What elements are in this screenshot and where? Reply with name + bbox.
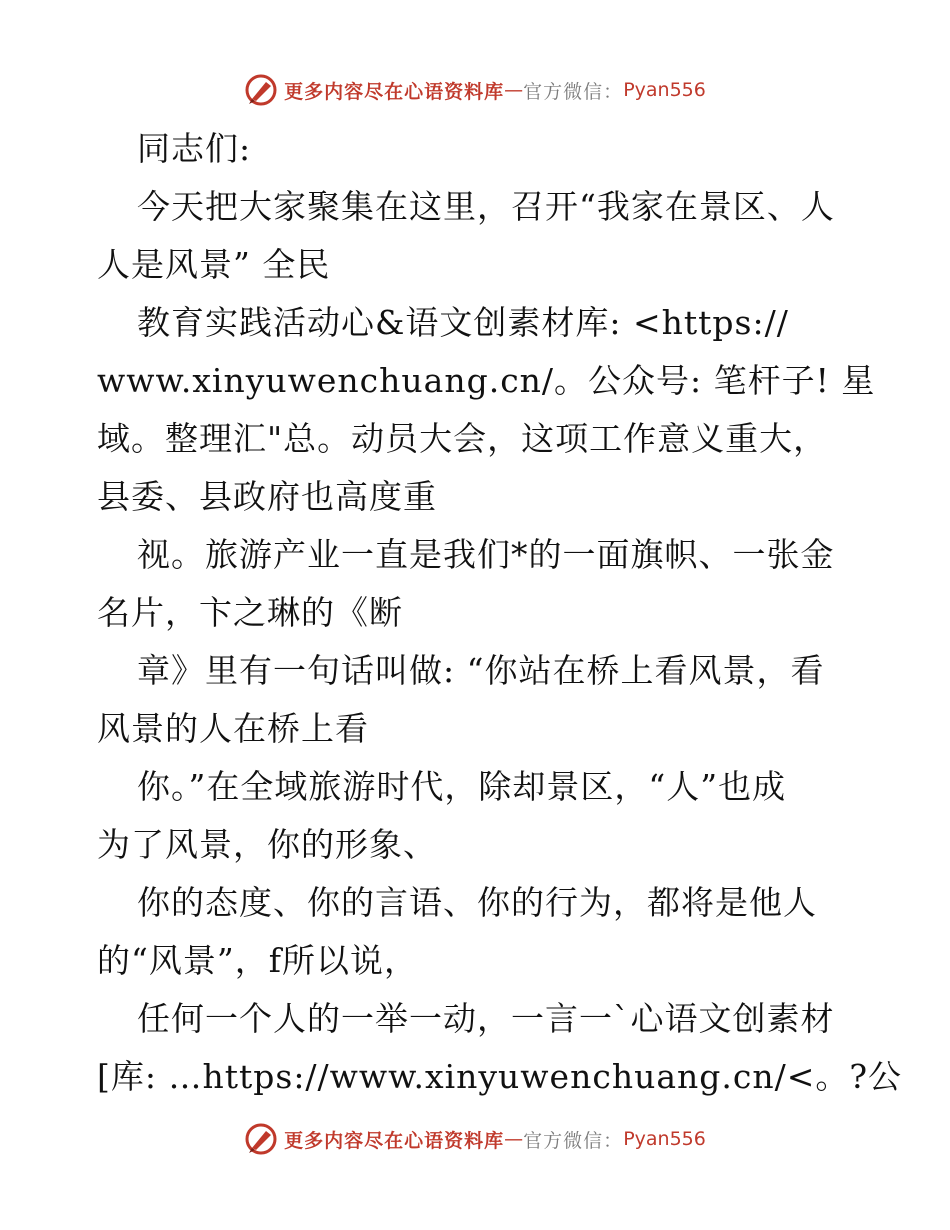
body-line: 教育实践活动心&语文创素材库: <https://: [137, 303, 789, 342]
body-line: [库: …https://www.xinyuwenchuang.cn/<。?公: [97, 1057, 903, 1096]
banner-main-text: 更多内容尽在心语资料库: [284, 80, 505, 103]
body-line: 视。旅游产业一直是我们*的一面旗帜、一张金: [137, 535, 835, 574]
body-line: 风景的人在桥上看: [97, 709, 369, 748]
document-body: [97, 120, 903, 1106]
body-line: 人是风景” 全民: [97, 245, 331, 284]
body-line: 你。”在全域旅游时代，除却景区，“人”也成: [137, 767, 787, 806]
footer-watermark-banner: [0, 1119, 950, 1159]
header-watermark-banner: [0, 70, 950, 110]
body-line: 域。整理汇"总。动员大会，这项工作意义重大，: [97, 419, 828, 458]
pen-nib-logo-icon: [244, 1122, 278, 1156]
banner-label: 官方微信：: [523, 80, 624, 103]
banner-separator: —: [504, 1128, 524, 1150]
body-line: www.xinyuwenchuang.cn/。公众号: 笔杆子! 星: [97, 361, 876, 400]
banner-wechat-id: Pyan556: [623, 1128, 706, 1150]
body-line: 的“风景”，f所以说，: [97, 941, 418, 980]
body-line: 任何一个人的一举一动，一言一`心语文创素材: [137, 999, 835, 1038]
body-line: 县委、县政府也高度重: [97, 477, 437, 516]
banner-label: 官方微信：: [523, 1129, 624, 1152]
banner-separator: —: [504, 79, 524, 101]
body-line: 名片，卞之琳的《断: [97, 593, 403, 632]
body-line: 为了风景，你的形象、: [97, 825, 437, 864]
body-line: 同志们:: [137, 129, 252, 168]
body-line: 你的态度、你的言语、你的行为，都将是他人: [137, 883, 817, 922]
banner-wechat-id: Pyan556: [623, 79, 706, 101]
pen-nib-logo-icon: [244, 73, 278, 107]
banner-main-text: 更多内容尽在心语资料库: [284, 1129, 505, 1152]
body-line: 今天把大家聚集在这里，召开“我家在景区、人: [137, 187, 835, 226]
body-line: 章》里有一句话叫做: “你站在桥上看风景，看: [137, 651, 825, 690]
